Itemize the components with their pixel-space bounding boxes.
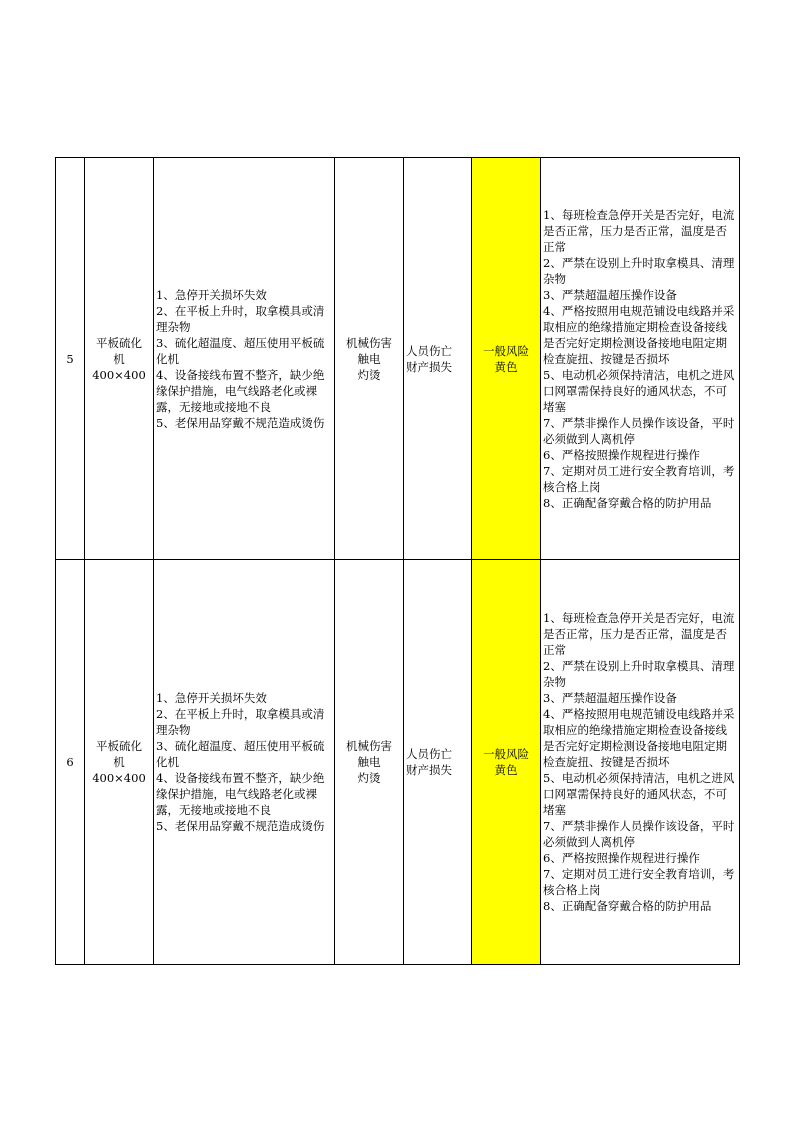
table-row <box>56 560 740 965</box>
equipment-name-cell <box>85 560 154 965</box>
equipment-name-cell <box>85 158 154 560</box>
accident-type: 灼烫 <box>357 367 381 382</box>
measure-item: 3、严禁超温超压操作设备 <box>543 691 677 705</box>
consequence-cell <box>404 560 472 965</box>
consequence: 财产损失 <box>406 763 452 777</box>
measure-item: 6、严格按照操作规程进行操作 <box>543 447 700 462</box>
measure-item: 3、严禁超温超压操作设备 <box>543 287 677 302</box>
equipment-spec: 400×400 <box>92 771 146 785</box>
measure-item: 5、电动机必须保持清洁，电机之进风口网罩需保持良好的通风状态，不可堵塞 <box>543 367 735 414</box>
measure-item: 7、定期对员工进行安全教育培训，考核合格上岗 <box>543 867 735 897</box>
consequence-cell <box>404 158 472 560</box>
equipment-name-line: 平板硫化 <box>96 335 142 350</box>
measure-item: 8、正确配备穿戴合格的防护用品 <box>543 495 712 510</box>
accident-type: 触电 <box>357 351 381 366</box>
measure-item: 7、严禁非操作人员操作该设备，平时必须做到人离机停 <box>543 415 735 446</box>
risk-level-label: 一般风险 <box>483 343 529 358</box>
measure-item: 4、严格按照用电规范铺设电线路并采取相应的绝缘措施定期检查设备接线是否完好定期检测设备接地电阻定期检查旋扭、按键是否损坏 <box>543 707 735 769</box>
measure-item: 8、正确配备穿戴合格的防护用品 <box>543 899 712 913</box>
consequence: 人员伤亡 <box>406 343 452 358</box>
measure-item: 2、严禁在设别上升时取拿模具、清理杂物 <box>543 659 735 689</box>
hazard-item: 4、设备接线布置不整齐，缺少绝缘保护措施，电气线路老化或裸露，无接地或接地不良 <box>156 367 325 414</box>
hazard-item: 3、硫化超温度、超压使用平板硫化机 <box>156 739 325 769</box>
measure-item: 7、定期对员工进行安全教育培训，考核合格上岗 <box>543 463 735 494</box>
measure-item: 1、每班检查急停开关是否完好，电流是否正常，压力是否正常，温度是否正常 <box>543 611 735 657</box>
equipment-name-line: 机 <box>113 755 125 769</box>
risk-color-label: 黄色 <box>494 763 518 777</box>
hazard-item: 4、设备接线布置不整齐，缺少绝缘保护措施，电气线路老化或裸露，无接地或接地不良 <box>156 771 325 817</box>
risk-assessment-table <box>55 157 740 965</box>
hazard-item: 3、硫化超温度、超压使用平板硫化机 <box>156 335 325 366</box>
accident-type: 触电 <box>357 755 381 769</box>
hazard-item: 1、急停开关损坏失效 <box>156 691 267 705</box>
row-number: 6 <box>56 560 85 965</box>
control-measures-cell <box>541 560 740 965</box>
row-number: 5 <box>56 158 85 560</box>
equipment-name-line: 机 <box>113 351 125 366</box>
hazard-item: 2、在平板上升时，取拿模具或清理杂物 <box>156 303 325 334</box>
risk-level-cell <box>472 560 541 965</box>
hazard-item: 1、急停开关损坏失效 <box>156 287 267 302</box>
consequence: 财产损失 <box>406 359 452 374</box>
risk-color-label: 黄色 <box>494 359 518 374</box>
hazard-factors-cell <box>154 158 335 560</box>
risk-level-cell <box>472 158 541 560</box>
measure-item: 6、严格按照操作规程进行操作 <box>543 851 700 865</box>
measure-item: 7、严禁非操作人员操作该设备，平时必须做到人离机停 <box>543 819 735 849</box>
accident-type: 灼烫 <box>357 771 381 785</box>
accident-type-cell <box>335 560 404 965</box>
control-measures-cell <box>541 158 740 560</box>
hazard-factors-cell <box>154 560 335 965</box>
measure-item: 5、电动机必须保持清洁，电机之进风口网罩需保持良好的通风状态，不可堵塞 <box>543 771 735 817</box>
measure-item: 4、严格按照用电规范铺设电线路并采取相应的绝缘措施定期检查设备接线是否完好定期检测设备接地电阻定期检查旋扭、按键是否损坏 <box>543 303 735 366</box>
hazard-item: 5、老保用品穿戴不规范造成烫伤 <box>156 819 325 833</box>
accident-type: 机械伤害 <box>346 335 392 350</box>
accident-type-cell <box>335 158 404 560</box>
accident-type: 机械伤害 <box>346 739 392 753</box>
hazard-item: 2、在平板上升时，取拿模具或清理杂物 <box>156 707 325 737</box>
equipment-name-line: 平板硫化 <box>96 739 142 753</box>
risk-level-label: 一般风险 <box>483 747 529 761</box>
measure-item: 2、严禁在设别上升时取拿模具、清理杂物 <box>543 255 735 286</box>
consequence: 人员伤亡 <box>406 747 452 761</box>
measure-item: 1、每班检查急停开关是否完好，电流是否正常，压力是否正常，温度是否正常 <box>543 207 735 254</box>
table-row <box>56 158 740 560</box>
hazard-item: 5、老保用品穿戴不规范造成烫伤 <box>156 415 325 430</box>
equipment-spec: 400×400 <box>92 367 146 382</box>
